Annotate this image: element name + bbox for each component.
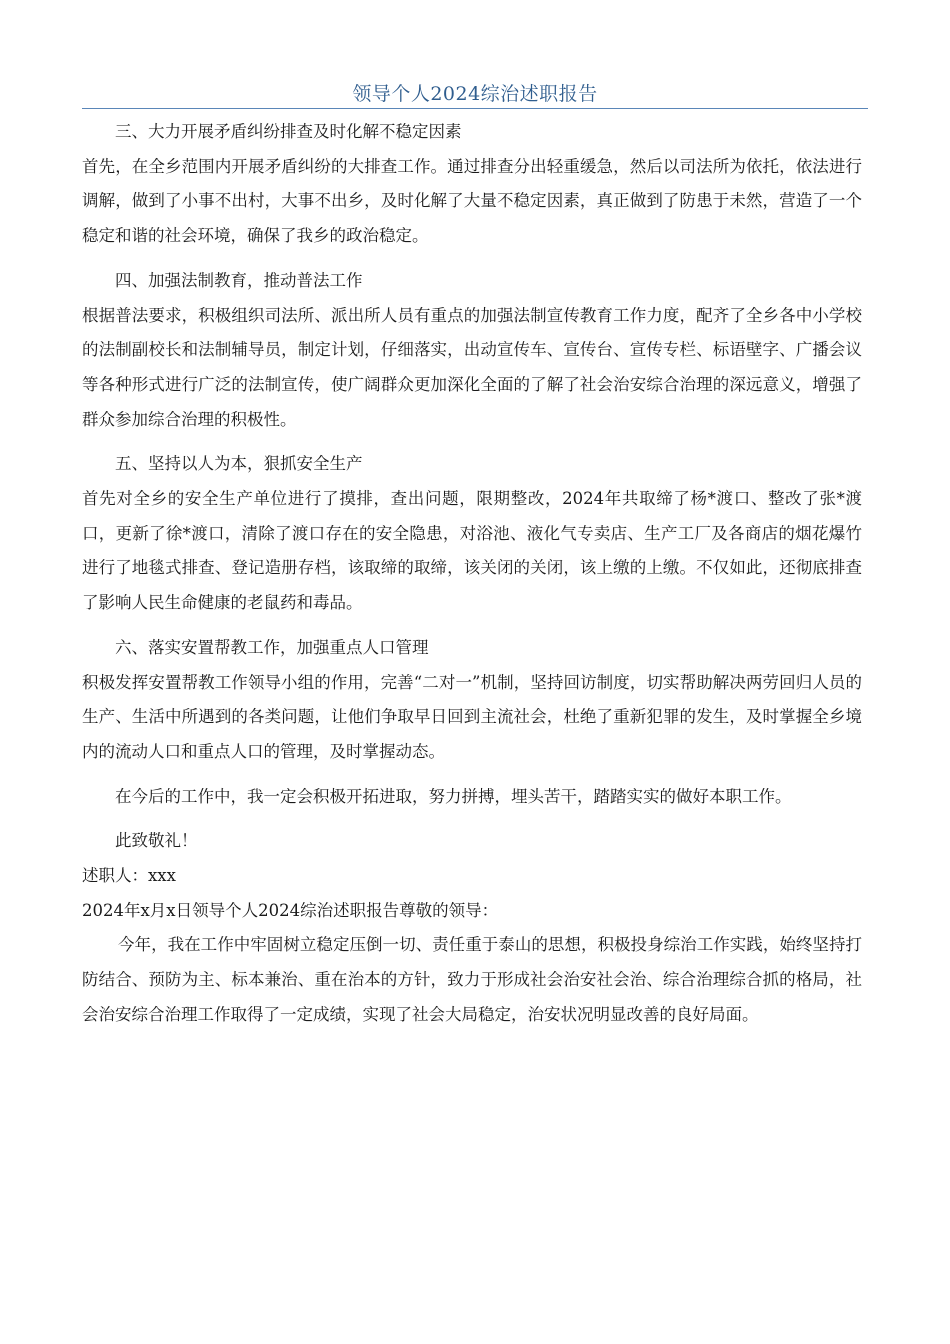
section-heading: 四、加强法制教育，推动普法工作 [115, 270, 363, 290]
section-paragraph: 积极发挥安置帮教工作领导小组的作用，完善“二对一”机制，坚持回访制度，切实帮助解决两劳回归人员的生产、生活中所遇到的各类问题，让他们争取早日回到主流社会，杜绝了重新犯罪的发生，及时掌握全乡境内的流动人口和重点人口的管理，及时掌握动态。 [82, 672, 862, 761]
conclusion-paragraph: 在今后的工作中，我一定会积极开拓进取，努力拼搏，埋头苦干，踏踏实实的做好本职工作。 [115, 786, 792, 806]
section-heading: 六、落实安置帮教工作，加强重点人口管理 [115, 637, 429, 657]
salutation: 此致敬礼！ [115, 831, 198, 851]
page-header [82, 80, 868, 109]
date-line: 2024年x月x日领导个人2024综治述职报告尊敬的领导： [82, 900, 499, 920]
section-heading: 三、大力开展矛盾纠纷排查及时化解不稳定因素 [115, 122, 462, 141]
section-paragraph: 根据普法要求，积极组织司法所、派出所人员有重点的加强法制宣传教育工作力度，配齐了全乡各中小学校的法制副校长和法制辅导员，制定计划，仔细落实，出动宣传车、宣传台、宣传专栏、标语壁字、广播会议等各种形式进行广泛的法制宣传，使广阔群众更加深化全面的了解了社会治安综合治理的深远意义，增强了群众参加综合治理的积极性。 [82, 305, 862, 429]
report-paragraph: 今年，我在工作中牢固树立稳定压倒一切、责任重于泰山的思想，积极投身综治工作实践，始终坚持打防结合、预防为主、标本兼治、重在治本的方针，致力于形成社会治安社会治、综合治理综合抓的格局，社会治安综合治理工作取得了一定成绩，实现了社会大局稳定，治安状况明显改善的良好局面。 [82, 935, 862, 1024]
section-paragraph: 首先，在全乡范围内开展矛盾纠纷的大排查工作。通过排查分出轻重缓急，然后以司法所为依托，依法进行调解，做到了小事不出村，大事不出乡，及时化解了大量不稳定因素，真正做到了防患于未然，营造了一个稳定和谐的社会环境，确保了我乡的政治稳定。 [82, 156, 862, 246]
signature-line: 述职人：xxx [82, 866, 176, 886]
section-paragraph: 首先对全乡的安全生产单位进行了摸排，查出问题，限期整改，2024年共取缔了杨*渡口、整改了张*渡口，更新了徐*渡口，清除了渡口存在的安全隐患，对浴池、液化气专卖店、生产工厂及各商店的烟花爆竹进行了地毯式排查、登记造册存档，该取缔的取缔，该关闭的关闭，该上缴的上缴。不仅如此，还彻底排查了影响人民生命健康的老鼠药和毒品。 [82, 489, 862, 613]
section-heading: 五、坚持以人为本，狠抓安全生产 [115, 454, 363, 474]
document-body [82, 115, 862, 1033]
document-title: 领导个人2024综治述职报告 [352, 83, 598, 105]
